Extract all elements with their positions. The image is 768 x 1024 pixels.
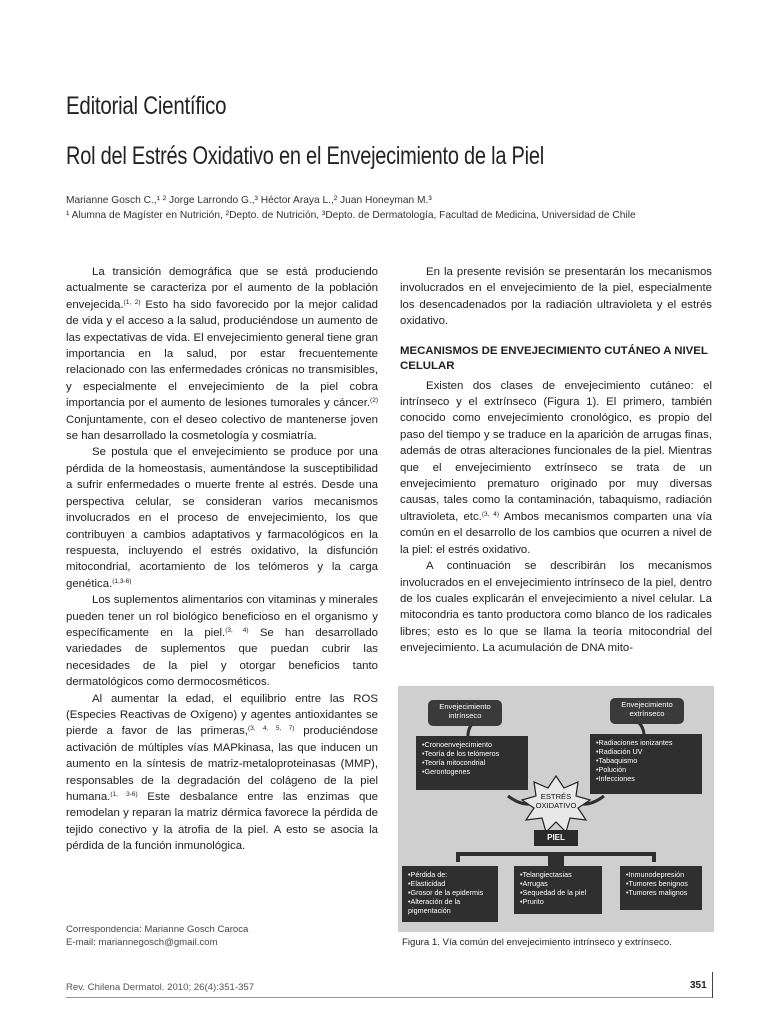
list-item: • Pérdida de: (408, 870, 492, 879)
figure-caption-label: Figura 1. (402, 937, 440, 948)
correspondence (66, 923, 248, 949)
list-item: • Teoría de los telómeros (422, 749, 522, 758)
paragraph: Los suplementos alimentarios con vitaminas y minerales pueden tener un rol biológico beneficioso en el organismo y específicamente en la piel.$^{(3, 4)}$ Se han desarrollado variedades de suplementos que puedan cubrir las necesidades de la piel y otorgar beneficios tanto dermatológicos como dermocosméticos. (66, 594, 379, 689)
outcome-box-1 (402, 866, 498, 922)
intrinsic-label: Envejecimiento intrínseco (428, 700, 502, 726)
footer-divider (712, 972, 713, 998)
paragraph: Se postula que el envejecimiento se produce por una pérdida de la homeostasis, aumentándose la susceptibilidad a sufrir enfermedades o muerte frente al estrés. Desde una perspectiva celular, se consideran varios mecanismos involucrados en el proceso de envejecimiento, los que contribuyen a cambios adaptativos y farmacológicos en la respuesta, incluyendo el estrés oxidativo, la disfunción mitocondrial, acortamiento de los telómeros y la carga genética.$^{(1,3-6)}$ (66, 446, 378, 590)
list-item: • Infecciones (596, 774, 696, 783)
list-item: • Telangiectasias (520, 870, 596, 879)
figure-caption-text: Vía común del envejecimiento intrínseco y extrínseco. (439, 937, 672, 948)
extrinsic-label: Envejecimiento extrínseco (610, 698, 684, 724)
outcome-box-2 (514, 866, 602, 914)
list-item: • Alteración de la pigmentación (408, 897, 492, 915)
list-item: • Arrugas (520, 879, 596, 888)
skin-label: PIEL (534, 830, 578, 846)
list-item: • Prurito (520, 897, 596, 906)
correspondence-email: E-mail: mariannegosch@gmail.com (66, 937, 218, 948)
list-item: • Grosor de la epidermis (408, 888, 492, 897)
list-item: • Gerontogenes (422, 767, 522, 776)
list-item: • Radiaciones ionizantes (596, 738, 696, 747)
list-item: • Teoría mitocondrial (422, 758, 522, 767)
paragraph: A continuación se describirán los mecanismos involucrados en el envejecimiento intrínseco de la piel, dentro de los cuales explicarán el envejecimiento a nivel celular. La mitocondria es tanto productora como blanco de los radicales libres; esto es lo que se llama la teoría mitocondrial del envejecimiento. La acumulación de DNA mito- (400, 560, 712, 655)
figure-caption (402, 937, 672, 948)
extrinsic-causes (590, 734, 702, 794)
list-item: • Sequedad de la piel (520, 888, 596, 897)
list-item: • Tumores malignos (626, 888, 696, 897)
correspondence-name: Correspondencia: Marianne Gosch Caroca (66, 924, 249, 935)
list-item: • Radiación UV (596, 747, 696, 756)
affiliations-line: ¹ Alumna de Magíster en Nutrición, ²Depto. de Nutrición, ³Depto. de Dermatología, Facultad de Medicina, Universidad de Chile (66, 210, 636, 221)
paragraph: Existen dos clases de envejecimiento cutáneo: el intrínseco y el extrínseco (Figura 1). El primero, también conocido como envejecimiento cronológico, es propio del paso del tiempo y se traduce en la aparición de arrugas finas, además de otras alteraciones funcionales de la piel. Mientras que el envejecimiento extrínseco se trata de un envejecimiento prematuro originado por muy diversas causas, tales como la contaminación, tabaquismo, radiación ultravioleta, etc.$^{(3, 4)}$ Ambos mecanismos comparten una vía común en el desarrollo de los cambios que ocurren a nivel de la piel: el estrés oxidativo. (400, 379, 712, 556)
list-item: • Polución (596, 765, 696, 774)
section-label: Editorial Científico (66, 92, 227, 120)
oxidative-stress-label: ESTRÉS OXIDATIVO (535, 792, 577, 810)
page-number: 351 (690, 980, 707, 991)
left-column (66, 264, 378, 855)
article-title: Rol del Estrés Oxidativo en el Envejecimiento de la Piel (66, 142, 544, 170)
paragraph: Al aumentar la edad, el equilibrio entre las ROS (Especies Reactivas de Oxígeno) y agentes antioxidantes se pierde a favor de las primeras,$^{(3, 4, 5, 7)}$ produciéndose activación de múltiples vías MAPkinasa, las que inducen un aumento en la síntesis de matriz-metaloproteinasas (MMP), responsables de la degradación del colágeno de la piel humana.$^{(1, 3-6)}$ Este desbalance entre las enzimas que remodelan y reparan la matriz dérmica favorece la pérdida de tejido conectivo y la atrofia de la piel. A esto se asocia la pérdida de la función inmunológica. (66, 692, 378, 853)
footer-rule (66, 997, 712, 998)
intrinsic-causes (416, 736, 528, 790)
paragraph: La transición demográfica que se está produciendo actualmente se caracteriza por el aumento de la población envejecida.$^{(1, 2)}$ Esto ha sido favorecido por la mejor calidad de vida y el acceso a la salud, produciéndose un aumento de las expectativas de vida. El envejecimiento general tiene gran importancia en la salud, por estar frecuentemente relacionado con las enfermedades crónicas no transmisibles, y especialmente el envejecimiento de la piel cobra importancia por el aumento de lesiones tumorales y cáncer.$^{(2)}$ Conjuntamente, con el deseo colectivo de mantenerse joven se han desarrollado la cosmetología y cosmiatría. (66, 266, 378, 443)
figure-1 (398, 686, 714, 932)
right-column (400, 264, 712, 657)
list-item: • Inmunodepresión (626, 870, 696, 879)
paragraph: En la presente revisión se presentarán los mecanismos involucrados en el envejecimiento de la piel, especialmente los desencadenados por la radiación ultravioleta y el estrés oxidativo. (400, 266, 712, 328)
authors-line: Marianne Gosch C.,¹ ² Jorge Larrondo G.,³ Héctor Araya L.,² Juan Honeyman M.³ (66, 195, 432, 206)
list-item: • Tabaquismo (596, 756, 696, 765)
section-heading: MECANISMOS DE ENVEJECIMIENTO CUTÁNEO A NIVEL CELULAR (400, 344, 708, 372)
list-item: • Elasticidad (408, 879, 492, 888)
journal-citation: Rev. Chilena Dermatol. 2010; 26(4):351-357 (66, 982, 255, 993)
list-item: • Tumores benignos (626, 879, 696, 888)
list-item: • Cronoenvejecimiento (422, 740, 522, 749)
outcome-box-3 (620, 866, 702, 910)
